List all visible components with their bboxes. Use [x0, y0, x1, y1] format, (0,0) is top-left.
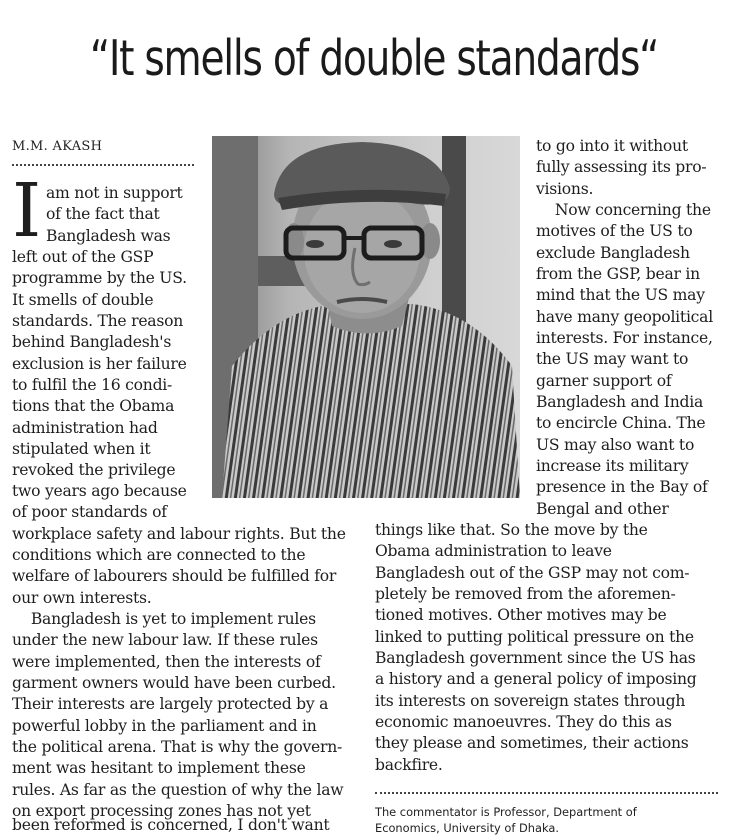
- body-line: on export processing zones has not yet: [12, 802, 311, 820]
- body-line: revoked the privilege: [12, 461, 176, 479]
- body-line: the political arena. That is why the govern-: [12, 738, 343, 756]
- byline-divider: [12, 164, 194, 166]
- body-line: workplace safety and labour rights. But the: [12, 525, 346, 543]
- body-line: under the new labour law. If these rules: [12, 631, 318, 649]
- body-line: mind that the US may: [536, 286, 705, 304]
- body-line: exclude Bangladesh: [536, 244, 690, 262]
- body-line: from the GSP, bear in: [536, 265, 700, 283]
- body-line: fully assessing its pro-: [536, 158, 707, 176]
- body-line: programme by the US.: [12, 269, 187, 287]
- body-line: standards. The reason: [12, 312, 184, 330]
- body-line: left out of the GSP: [12, 248, 154, 266]
- body-line: conditions which are connected to the: [12, 546, 306, 564]
- author-credit-line: The commentator is Professor, Department of: [375, 805, 637, 819]
- author-credit-line: Economics, University of Dhaka.: [375, 821, 559, 835]
- body-line: two years ago because: [12, 482, 187, 500]
- portrait-image: [212, 136, 520, 498]
- body-line: to go into it without: [536, 137, 688, 155]
- body-line: Bengal and other: [536, 500, 669, 518]
- body-line: am not in support: [46, 184, 183, 202]
- body-line: linked to putting political pressure on the: [375, 628, 694, 646]
- body-line: things like that. So the move by the: [375, 521, 648, 539]
- body-line: they please and sometimes, their actions: [375, 734, 689, 752]
- body-line: our own interests.: [12, 589, 152, 607]
- drop-cap: I: [12, 168, 40, 254]
- body-line: It smells of double: [12, 291, 154, 309]
- body-line: backfire.: [375, 756, 443, 774]
- body-line: to fulfil the 16 condi-: [12, 376, 173, 394]
- body-line: economic manoeuvres. They do this as: [375, 713, 672, 731]
- body-line: garment owners would have been curbed.: [12, 674, 336, 692]
- body-line: Bangladesh was: [46, 227, 171, 245]
- body-line: of poor standards of: [12, 503, 167, 521]
- body-line: Their interests are largely protected by a: [12, 695, 329, 713]
- body-line: visions.: [536, 180, 594, 198]
- body-line: Bangladesh is yet to implement rules: [12, 610, 316, 628]
- article-headline: “It smells of double standards“: [89, 30, 659, 87]
- body-line: behind Bangladesh's: [12, 333, 172, 351]
- body-line: administration had: [12, 419, 158, 437]
- body-line: Bangladesh and India: [536, 393, 704, 411]
- byline: M.M. AKASH: [12, 139, 103, 154]
- body-line: exclusion is her failure: [12, 355, 187, 373]
- body-line: rules. As far as the question of why the law: [12, 781, 344, 799]
- body-line: Bangladesh government since the US has: [375, 649, 696, 667]
- body-line: US may also want to: [536, 436, 695, 454]
- body-line: to encircle China. The: [536, 414, 706, 432]
- body-line: stipulated when it: [12, 440, 151, 458]
- body-line: the US may want to: [536, 350, 689, 368]
- body-line: tions that the Obama: [12, 397, 175, 415]
- body-line: tioned motives. Other motives may be: [375, 606, 667, 624]
- footer-divider: [375, 792, 718, 794]
- body-line: ment was hesitant to implement these: [12, 759, 306, 777]
- body-line: been reformed is concerned, I don't want: [12, 816, 330, 834]
- body-line: powerful lobby in the parliament and in: [12, 717, 317, 735]
- body-line: of the fact that: [46, 205, 160, 223]
- body-line: were implemented, then the interests of: [12, 653, 321, 671]
- body-line: pletely be removed from the aforemen-: [375, 585, 676, 603]
- body-line: have many geopolitical: [536, 308, 713, 326]
- body-line: its interests on sovereign states through: [375, 692, 686, 710]
- body-line: motives of the US to: [536, 222, 693, 240]
- body-line: interests. For instance,: [536, 329, 713, 347]
- body-line: a history and a general policy of imposing: [375, 670, 697, 688]
- author-credit: [375, 804, 637, 836]
- body-line: Obama administration to leave: [375, 542, 612, 560]
- body-line: garner support of: [536, 372, 672, 390]
- author-photo: [212, 136, 520, 498]
- body-line: welfare of labourers should be fulfilled for: [12, 567, 337, 585]
- body-line: Now concerning the: [536, 201, 711, 219]
- body-line: presence in the Bay of: [536, 478, 708, 496]
- body-line: Bangladesh out of the GSP may not com-: [375, 564, 690, 582]
- body-line: increase its military: [536, 457, 689, 475]
